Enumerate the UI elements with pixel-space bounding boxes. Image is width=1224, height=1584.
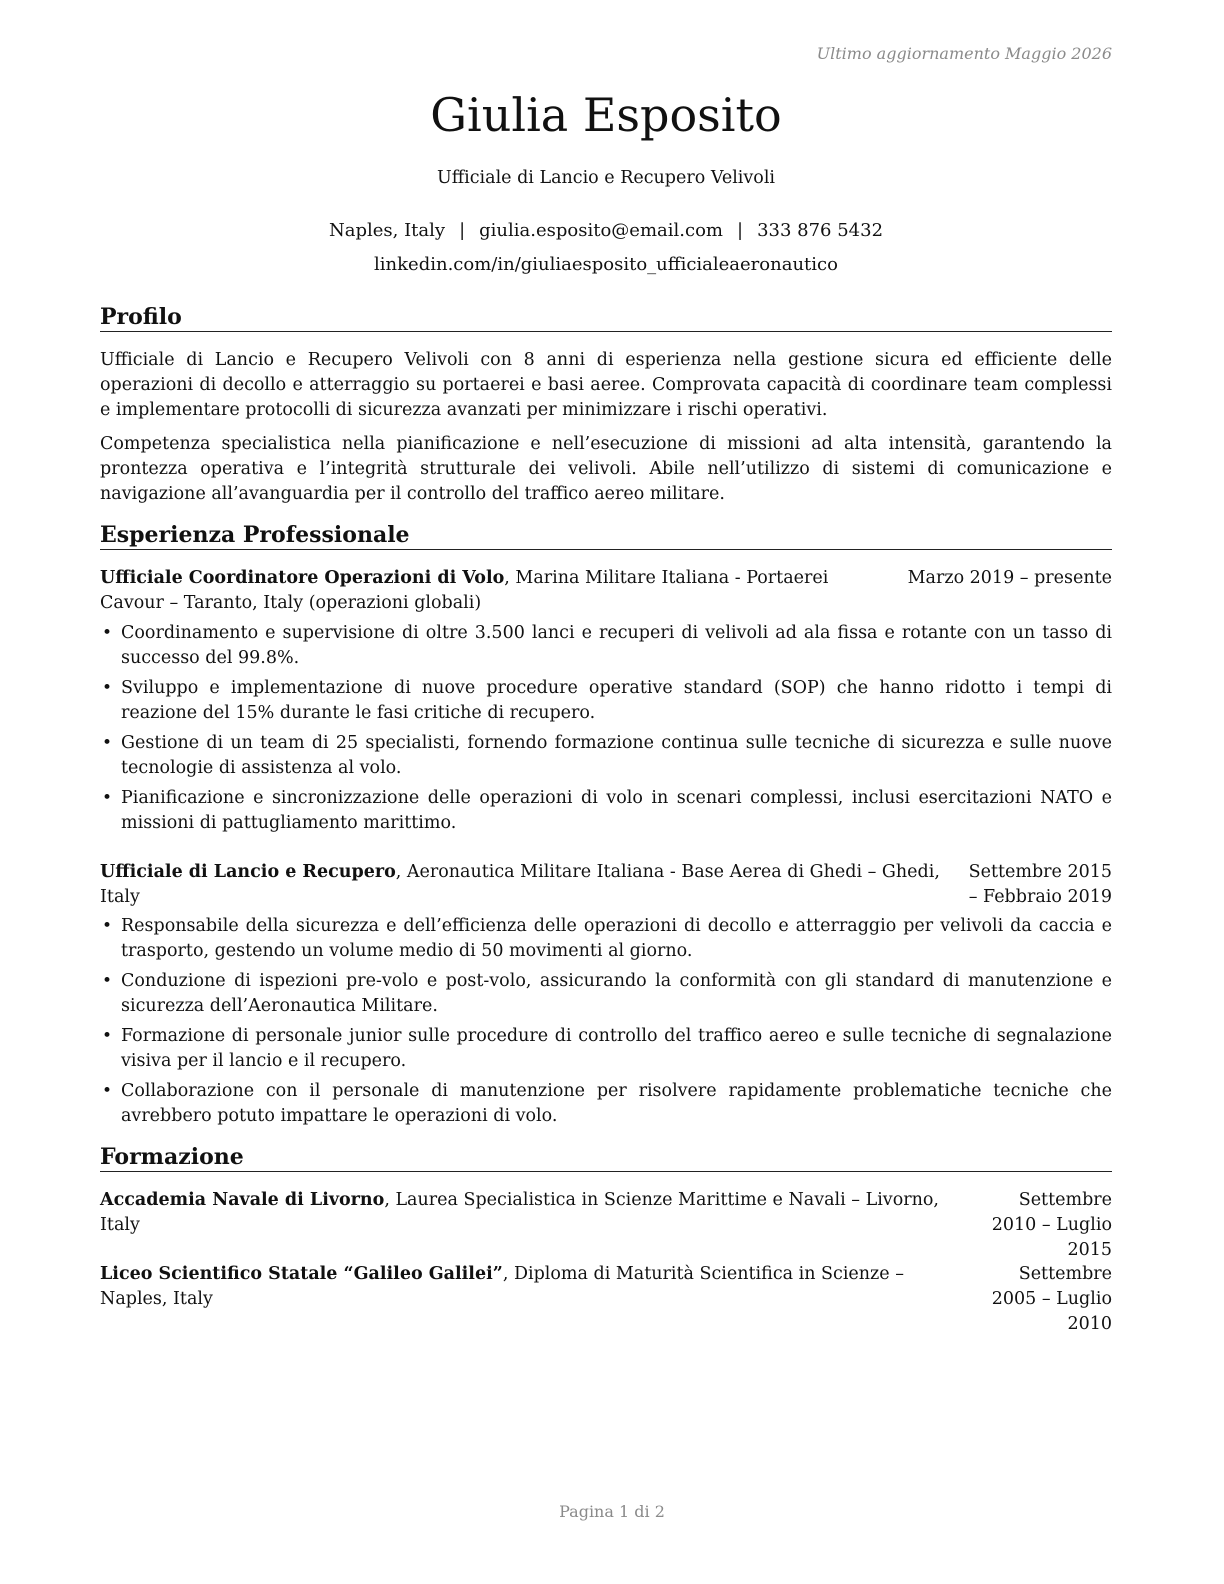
degree-details: , Diploma di Maturità Scientifica in Scienze – Naples, Italy bbox=[100, 1264, 904, 1309]
list-item: • Sviluppo e implementazione di nuove procedure operative standard (SOP) che hanno ridotto i tempi di reazione del 15% durante le fasi critiche di recupero. bbox=[100, 676, 1112, 726]
education-dates: Settembre 2005 – Luglio 2010 bbox=[991, 1264, 1112, 1334]
section-heading-profile: Profilo bbox=[100, 304, 1112, 332]
school-name: Accademia Navale di Livorno bbox=[100, 1190, 385, 1210]
job-details: , Aeronautica Militare Italiana - Base Aerea di Ghedi – Ghedi, Italy bbox=[100, 862, 940, 907]
degree-details: , Laurea Specialistica in Scienze Marittime e Navali – Livorno, Italy bbox=[100, 1190, 939, 1235]
section-heading-experience: Esperienza Professionale bbox=[100, 522, 1112, 550]
separator: | bbox=[459, 220, 466, 241]
job-role: Ufficiale Coordinatore Operazioni di Volo bbox=[100, 568, 505, 588]
list-item: • Coordinamento e supervisione di oltre 3.500 lanci e recuperi di velivoli ad ala fissa e rotante con un tasso di successo del 99.8%. bbox=[100, 621, 1112, 671]
job-details: , Marina Militare Italiana - Portaerei Cavour – Taranto, Italy (operazioni globali) bbox=[100, 568, 829, 613]
job-title: Ufficiale di Lancio e Recupero Velivoli bbox=[436, 168, 776, 188]
job-dates: Settembre 2015 – Febbraio 2019 bbox=[968, 862, 1112, 907]
list-item: • Conduzione di ispezioni pre-volo e post-volo, assicurando la conformità con gli standard di manutenzione e sicurezza dell’Aeronautica Militare. bbox=[100, 969, 1112, 1019]
job-role: Ufficiale di Lancio e Recupero bbox=[100, 862, 396, 882]
linkedin-link[interactable]: linkedin.com/in/giuliaesposito_ufficialeaeronautico bbox=[374, 254, 838, 275]
education-item bbox=[100, 1262, 1112, 1334]
school-name: Liceo Scientifico Statale “Galileo Galilei” bbox=[100, 1264, 503, 1284]
email-link[interactable]: giulia.esposito@email.com bbox=[479, 220, 723, 241]
list-item: • Pianificazione e sincronizzazione delle operazioni di volo in scenari complessi, inclusi esercitazioni NATO e missioni di pattugliamento marittimo. bbox=[100, 786, 1112, 836]
profile-paragraph: Ufficiale di Lancio e Recupero Velivoli con 8 anni di esperienza nella gestione sicura ed efficiente delle operazioni di decollo e atterraggio su portaerei e basi aeree. Comprovata capacità di coordinare team complessi e implementare protocolli di sicurezza avanzati per minimizzare i rischi operativi. bbox=[100, 350, 1112, 420]
last-updated: Ultimo aggiornamento Maggio 2026 bbox=[816, 44, 1112, 63]
job-header bbox=[100, 860, 1112, 910]
job-bullets bbox=[100, 914, 1112, 1134]
job-bullets bbox=[100, 621, 1112, 841]
section-heading-education: Formazione bbox=[100, 1144, 1112, 1172]
contact-line bbox=[100, 220, 1112, 241]
list-item: • Responsabile della sicurezza e dell’efficienza delle operazioni di decollo e atterraggio per velivoli da caccia e trasporto, gestendo un volume medio di 50 movimenti al giorno. bbox=[100, 914, 1112, 964]
candidate-name: Giulia Esposito bbox=[430, 88, 782, 142]
page-number: Pagina 1 di 2 bbox=[559, 1502, 665, 1521]
location: Naples, Italy bbox=[328, 220, 446, 241]
profile-paragraph: Competenza specialistica nella pianificazione e nell’esecuzione di missioni ad alta intensità, garantendo la prontezza operativa e l’integrità strutturale dei velivoli. Abile nell’utilizzo di sistemi di comunicazione e navigazione all’avanguardia per il controllo del traffico aereo militare. bbox=[100, 434, 1112, 504]
list-item: • Gestione di un team di 25 specialisti, fornendo formazione continua sulle tecniche di sicurezza e sulle nuove tecnologie di assistenza al volo. bbox=[100, 731, 1112, 781]
list-item: • Collaborazione con il personale di manutenzione per risolvere rapidamente problematiche tecniche che avrebbero potuto impattare le operazioni di volo. bbox=[100, 1079, 1112, 1129]
education-dates: Settembre 2010 – Luglio 2015 bbox=[991, 1190, 1112, 1260]
education-item bbox=[100, 1188, 1112, 1260]
job-header bbox=[100, 566, 1112, 616]
list-item: • Formazione di personale junior sulle procedure di controllo del traffico aereo e sulle tecniche di segnalazione visiva per il lancio e il recupero. bbox=[100, 1024, 1112, 1074]
phone: 333 876 5432 bbox=[757, 220, 884, 241]
separator: | bbox=[736, 220, 744, 241]
job-dates: Marzo 2019 – presente bbox=[907, 568, 1112, 588]
